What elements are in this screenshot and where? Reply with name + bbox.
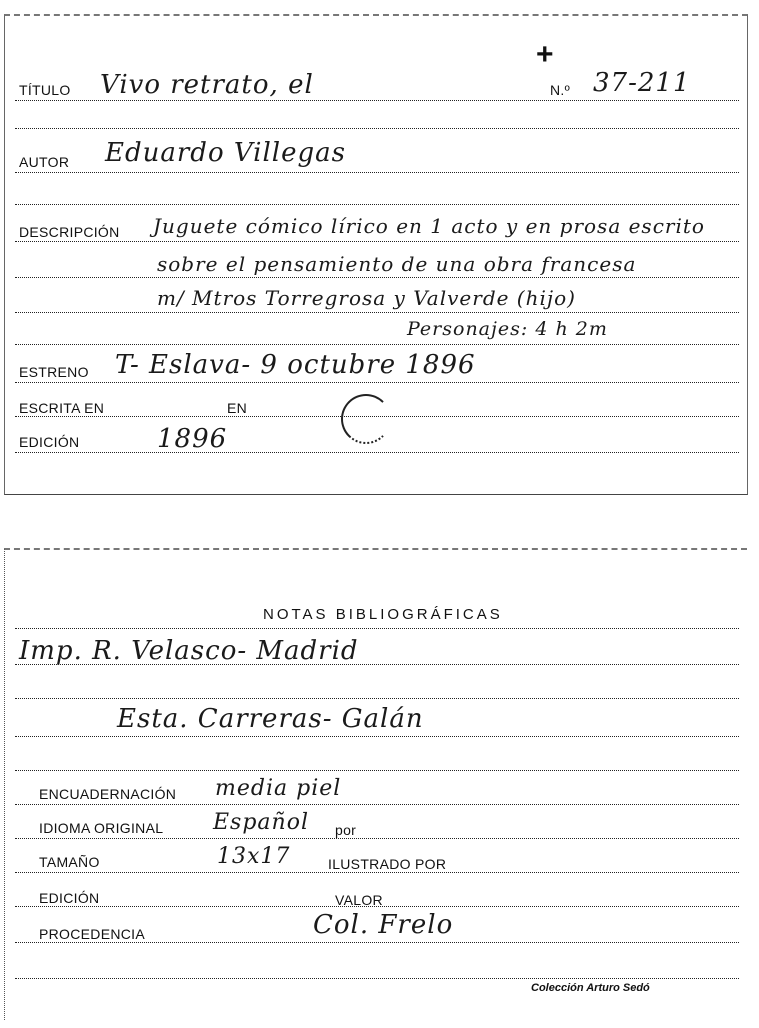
- procedencia-label: PROCEDENCIA: [39, 926, 145, 942]
- edicion-value: 1896: [157, 424, 228, 454]
- rule-line: [15, 204, 739, 205]
- note-line-1: Imp. R. Velasco- Madrid: [19, 636, 359, 666]
- tamano-label: TAMAÑO: [39, 854, 100, 870]
- rule-line: [15, 277, 739, 278]
- rule-line: [15, 344, 739, 345]
- rule-line: [15, 698, 739, 699]
- numero-label: N.º: [550, 82, 571, 98]
- rule-line: [15, 838, 739, 839]
- autor-label: AUTOR: [19, 154, 70, 170]
- rule-line: [15, 872, 739, 873]
- en-label: EN: [227, 400, 248, 416]
- por-label: por: [335, 822, 357, 838]
- rule-line: [15, 128, 739, 129]
- numero-value: 37-211: [593, 68, 691, 98]
- titulo-value: Vivo retrato, el: [100, 70, 314, 100]
- procedencia-value: Col. Frelo: [313, 910, 454, 940]
- descripcion-line-3: m/ Mtros Torregrosa y Valverde (hijo): [157, 286, 576, 310]
- titulo-label: TÍTULO: [19, 82, 71, 98]
- rule-line: [15, 978, 739, 979]
- rule-line: [15, 382, 739, 383]
- autor-value: Eduardo Villegas: [105, 138, 346, 168]
- idioma-label: IDIOMA ORIGINAL: [39, 820, 164, 836]
- encuadernacion-value: media piel: [215, 776, 342, 801]
- edicion-label: EDICIÓN: [19, 434, 80, 450]
- rule-line: [15, 100, 739, 101]
- tamano-value: 13x17: [217, 844, 291, 869]
- rule-line: [15, 452, 739, 453]
- ilustrado-label: ILUSTRADO POR: [328, 856, 447, 872]
- note-line-2: Esta. Carreras- Galán: [117, 704, 424, 734]
- descripcion-line-1: Juguete cómico lírico en 1 acto y en prosa escrito: [153, 214, 705, 238]
- notas-heading: NOTAS BIBLIOGRÁFICAS: [263, 606, 503, 623]
- rule-line: [15, 312, 739, 313]
- descripcion-line-2: sobre el pensamiento de una obra francesa: [157, 252, 637, 276]
- catalog-card-front: [4, 14, 748, 495]
- rule-line: [15, 628, 739, 629]
- escrita-en-label: ESCRITA EN: [19, 400, 105, 416]
- rule-line: [15, 770, 739, 771]
- rule-line: [15, 241, 739, 242]
- punch-hole-mark: [341, 394, 391, 444]
- estreno-label: ESTRENO: [19, 364, 89, 380]
- catalog-card-back: [4, 548, 747, 1020]
- encuadernacion-label: ENCUADERNACIÓN: [39, 786, 177, 802]
- edicion-back-label: EDICIÓN: [39, 890, 100, 906]
- descripcion-label: DESCRIPCIÓN: [19, 224, 120, 240]
- rule-line: [15, 942, 739, 943]
- cross-mark: +: [536, 38, 554, 71]
- collection-footer: Colección Arturo Sedó: [531, 982, 650, 994]
- rule-line: [15, 906, 739, 907]
- idioma-value: Español: [213, 810, 309, 835]
- rule-line: [15, 804, 739, 805]
- valor-label: VALOR: [335, 892, 383, 908]
- estreno-value: T- Eslava- 9 octubre 1896: [115, 350, 476, 380]
- rule-line: [15, 664, 739, 665]
- rule-line: [15, 736, 739, 737]
- rule-line: [15, 172, 739, 173]
- descripcion-line-4: Personajes: 4 h 2m: [407, 318, 608, 340]
